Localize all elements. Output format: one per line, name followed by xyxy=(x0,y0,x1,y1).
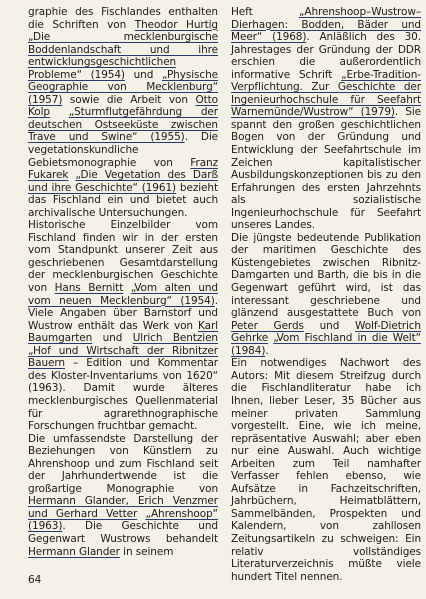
text-run: Die jüngste bedeutende Publikation der maritimen Geschichte des Küstengebietes zwischen Ribnitz-Damgarten und Barth, die bis in die Gegenwart geführt wird, ist das interessant geschriebene und glänzend ausgestattete Buch von xyxy=(231,231,421,320)
underlined-reference: „Die mecklenburgische Boddenlandschaft und ihre entwicklungsgeschichtlichen Probleme“ (1954) xyxy=(28,31,218,81)
underlined-reference: Hans Bernitt xyxy=(54,282,124,295)
text-run: graphie des Fischlandes enthalten die Schriften von xyxy=(28,6,218,31)
underlined-reference: Wolf-Dietrich Gehrke xyxy=(231,319,421,345)
text-run: und xyxy=(303,319,356,332)
text-run: sowie die Arbeit von xyxy=(62,93,196,106)
underlined-reference: „Vom Fischland in die Welt“ (1984) xyxy=(231,332,421,357)
underlined-reference: Hermann Glander, Erich Venzmer und Gerhard Vetter xyxy=(28,495,218,520)
text-run: . Die Geschichte und Gegenwart Wustrows behandelt xyxy=(28,520,218,545)
underlined-reference: „Physische Geographie von Mecklenburg“ (1957) xyxy=(28,68,218,106)
text-run: – Edition und Kommentar des Kloster-Inventariums von 1620“ (1963). Damit wurde älteres mecklenburgisches Quellenmaterial für agrarethnographische Forschungen fruchtbar gemacht. xyxy=(28,357,218,433)
text-run: . Viele Angaben über Barnstorf und Wustrow enthält das Werk von xyxy=(28,294,218,332)
text-run: . xyxy=(265,344,269,357)
paragraph xyxy=(231,232,421,357)
text-run: Heft xyxy=(231,6,299,18)
paragraph xyxy=(231,357,421,583)
text-run: und xyxy=(92,332,133,345)
underlined-reference: Hermann Glander xyxy=(28,545,120,558)
text-run xyxy=(123,282,131,294)
underlined-reference: „Vom alten und vom neuen Mecklenburg“ (1954) xyxy=(28,282,218,307)
underlined-reference: „Erbe-Tradition-Verpflichtung. Zur Geschichte der Ingenieurhochschule für Seefahrt Warnemünde/Wustrow“ (1979) xyxy=(231,68,421,119)
right-text-column xyxy=(231,6,421,583)
underlined-reference: Ulrich Bentzien xyxy=(132,332,218,345)
paragraph xyxy=(28,433,218,558)
underlined-reference: Karl Baumgarten xyxy=(28,319,218,345)
paragraph xyxy=(28,6,218,219)
underlined-reference: „Ahrenshoop“ (1963) xyxy=(28,507,218,533)
underlined-reference: Otto Kolp xyxy=(28,93,218,119)
page-number: 64 xyxy=(28,574,42,586)
underlined-reference: „Die Vegetation des Darß und ihre Geschichte“ (1961) xyxy=(28,169,218,194)
text-run xyxy=(68,169,75,181)
underlined-reference: „Sturmflutgefährdung der deutschen Ostseeküste zwischen Trave und Swine“ (1955) xyxy=(28,106,218,144)
text-run: Die umfassendste Darstellung der Beziehungen von Künstlern zu Ahrenshoop und zum Fischland seit der Jahrhundertwende ist die großartige Monographie von xyxy=(28,432,218,495)
text-run: bezieht das Fischland ein und bietet auch archivalische Untersuchungen. xyxy=(28,181,218,219)
left-text-column xyxy=(28,6,218,558)
text-run: Ein notwendiges Nachwort des Autors: Mit diesem Streifzug durch die Fischlandliteratur habe ich Ihnen, lieber Leser, 35 Bücher aus meiner privaten Sammlung vorgestellt. Eine, wie ich meine, repräsentative Auswahl; aber eben nur eine Auswahl. Auch wichtige Arbeiten zum Teil namhafter Verfasser fehlen ebenso, wie Aufsätze in Fachzeitschriften, Jahrbüchern, Heimatblättern, Sammelbänden, Prospekten und Kalendern, von zahllosen Zeitungsartikeln zu schweigen: Ein relativ vollständiges Literaturverzeichnis müßte viele hundert Titel nennen. xyxy=(231,357,421,583)
text-run: Historische Einzelbilder vom Fischland finden wir in der ersten vom Standpunkt unserer Zeit aus geschriebenen Gesamtdarstellung der mecklenburgischen Geschichte von xyxy=(28,219,218,295)
paragraph xyxy=(28,219,218,432)
underlined-reference: „Hof und Wirtschaft der Ribnitzer Bauern xyxy=(28,344,218,370)
text-run: . Sie spannt den großen geschichtlichen Bogen von der Gründung und Entwicklung der Seefahrtschule im Zeichen kapitalistischer Ausbildungskonzeptionen bis zu den Erfahrungen des ersten Jahrzehnts als sozialistische Ingenieurhochschule für Seefahrt unseres Landes. xyxy=(231,106,421,232)
paragraph xyxy=(231,6,421,232)
text-run: und xyxy=(124,68,162,81)
text-run: . Die vegetationskundliche Gebietsmonographie von xyxy=(28,131,219,169)
text-run xyxy=(50,106,69,118)
underlined-reference: Franz Fukarek xyxy=(28,156,218,182)
underlined-reference: „Ahrenshoop–Wustrow–Dierhagen: Bodden, Bäder und Meer“ (1968) xyxy=(231,6,421,44)
text-run: . Anläßlich des 30. Jahrestages der Gründung der DDR erschien die außerordentlich informative Schrift xyxy=(231,31,421,81)
underlined-reference: Theodor Hurtig xyxy=(134,18,218,31)
underlined-reference: Peter Gerds xyxy=(231,319,304,332)
text-run: in seinem xyxy=(119,545,174,558)
